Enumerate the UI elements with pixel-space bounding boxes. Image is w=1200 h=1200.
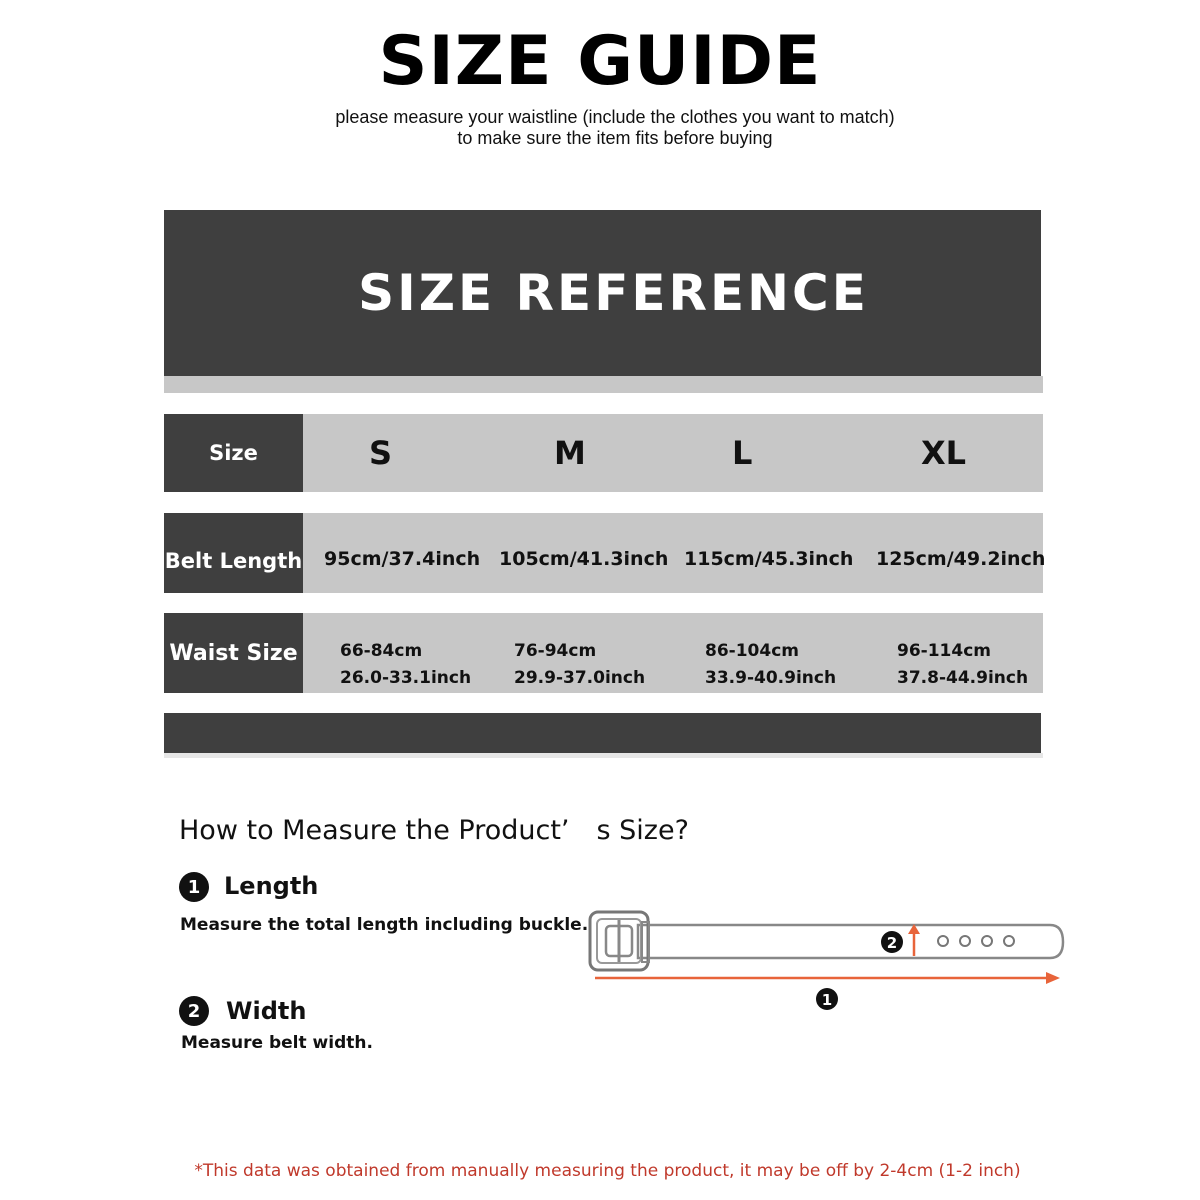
size-value-s: S	[369, 434, 393, 472]
diagram-marker-width: 2	[886, 934, 898, 952]
size-row-header: Size	[164, 414, 303, 492]
waist-cm-s: 66-84cm	[340, 641, 423, 661]
waist-inch-m: 29.9-37.0inch	[514, 668, 646, 688]
size-value-m: M	[554, 434, 586, 472]
banner-shadow	[164, 376, 1043, 393]
waist-inch-l: 33.9-40.9inch	[705, 668, 837, 688]
waist-value-s	[340, 638, 471, 692]
number-one-icon: 1	[179, 872, 209, 902]
diagram-marker-length: 1	[821, 991, 833, 1009]
size-row	[303, 414, 1043, 492]
length-value-l: 115cm/45.3inch	[684, 548, 854, 570]
footnote: *This data was obtained from manually measuring the product, it may be off by 2-4cm (1-2 inch)	[194, 1161, 1021, 1181]
waist-value-xl	[897, 638, 1028, 692]
length-value-s: 95cm/37.4inch	[324, 548, 481, 570]
banner-title: SIZE REFERENCE	[358, 264, 869, 322]
table-bottom-bar	[164, 713, 1041, 753]
page-title: SIZE GUIDE	[378, 22, 822, 101]
number-two-icon: 2	[179, 996, 209, 1026]
waist-row-header: Waist Size	[164, 613, 303, 693]
length-title: Length	[224, 872, 319, 900]
length-description: Measure the total length including buckle.	[180, 915, 589, 935]
size-value-l: L	[732, 434, 753, 472]
subtitle-line-1: please measure your waistline (include the clothes you want to match)	[335, 107, 895, 127]
size-value-xl: XL	[921, 434, 967, 472]
length-row	[303, 513, 1046, 593]
length-row-header: Belt Length	[164, 513, 303, 593]
belt-diagram-icon	[580, 900, 1080, 1020]
width-description: Measure belt width.	[181, 1033, 373, 1053]
waist-inch-xl: 37.8-44.9inch	[897, 668, 1029, 688]
table-bottom-shadow	[164, 753, 1043, 758]
waist-cm-l: 86-104cm	[705, 641, 799, 661]
waist-cm-m: 76-94cm	[514, 641, 597, 661]
waist-value-m	[514, 638, 645, 692]
width-title: Width	[226, 997, 307, 1025]
waist-row	[303, 613, 1043, 693]
length-value-xl: 125cm/49.2inch	[876, 548, 1046, 570]
waist-cm-xl: 96-114cm	[897, 641, 991, 661]
waist-value-l	[705, 638, 836, 692]
subtitle-line-2: to make sure the item fits before buying	[457, 128, 773, 148]
size-reference-banner	[164, 210, 1041, 376]
waist-inch-s: 26.0-33.1inch	[340, 668, 472, 688]
measure-heading: How to Measure the Product’ s Size?	[179, 815, 689, 846]
length-value-m: 105cm/41.3inch	[499, 548, 669, 570]
